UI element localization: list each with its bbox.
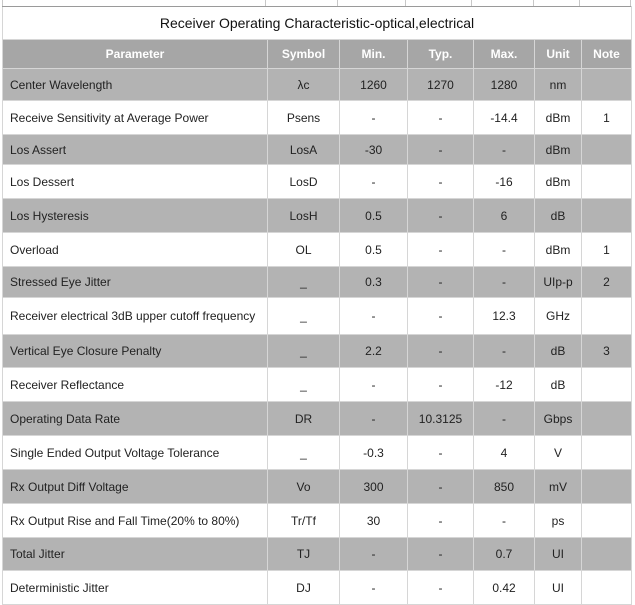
typ-cell: -	[408, 298, 474, 335]
header-max: Max.	[474, 40, 535, 69]
unit-cell: UIp-p	[535, 267, 582, 298]
typ-cell: -	[408, 368, 474, 402]
max-cell: -	[474, 335, 535, 368]
header-min: Min.	[340, 40, 408, 69]
min-cell: -	[340, 538, 408, 571]
header-symbol: Symbol	[268, 40, 340, 69]
parameter-cell: Overload	[3, 233, 268, 267]
typ-cell: -	[408, 504, 474, 538]
table-row	[3, 571, 632, 605]
max-cell: -	[474, 402, 535, 436]
table-row	[3, 298, 632, 335]
min-cell: 2.2	[340, 335, 408, 368]
typ-cell: -	[408, 135, 474, 165]
min-cell: -	[340, 165, 408, 199]
typ-cell: -	[408, 199, 474, 233]
note-cell	[582, 199, 632, 233]
parameter-cell: Operating Data Rate	[3, 402, 268, 436]
note-cell: 1	[582, 233, 632, 267]
note-cell	[582, 165, 632, 199]
header-unit: Unit	[535, 40, 582, 69]
unit-cell: dBm	[535, 135, 582, 165]
typ-cell: -	[408, 233, 474, 267]
parameter-cell: Receiver electrical 3dB upper cutoff frequency	[3, 298, 268, 335]
unit-cell: mV	[535, 470, 582, 504]
max-cell: -12	[474, 368, 535, 402]
typ-cell: -	[408, 470, 474, 504]
receiver-spec-table	[2, 6, 632, 605]
min-cell: 1260	[340, 69, 408, 101]
max-cell: 850	[474, 470, 535, 504]
typ-cell: -	[408, 571, 474, 605]
typ-cell: -	[408, 538, 474, 571]
typ-cell: 10.3125	[408, 402, 474, 436]
table-row	[3, 436, 632, 470]
unit-cell: UI	[535, 538, 582, 571]
min-cell: 300	[340, 470, 408, 504]
min-cell: 30	[340, 504, 408, 538]
parameter-cell: Deterministic Jitter	[3, 571, 268, 605]
max-cell: -	[474, 233, 535, 267]
unit-cell: dB	[535, 199, 582, 233]
symbol-cell: _	[268, 335, 340, 368]
table-row	[3, 335, 632, 368]
table-row	[3, 368, 632, 402]
table-row	[3, 538, 632, 571]
unit-cell: UI	[535, 571, 582, 605]
min-cell: -30	[340, 135, 408, 165]
parameter-cell: Los Assert	[3, 135, 268, 165]
unit-cell: dB	[535, 368, 582, 402]
note-cell	[582, 69, 632, 101]
typ-cell: -	[408, 101, 474, 135]
header-parameter: Parameter	[3, 40, 268, 69]
symbol-cell: LosD	[268, 165, 340, 199]
note-cell	[582, 436, 632, 470]
parameter-cell: Receiver Reflectance	[3, 368, 268, 402]
unit-cell: dB	[535, 335, 582, 368]
note-cell: 1	[582, 101, 632, 135]
min-cell: -	[340, 298, 408, 335]
note-cell	[582, 470, 632, 504]
unit-cell: dBm	[535, 165, 582, 199]
table-row	[3, 233, 632, 267]
max-cell: 0.7	[474, 538, 535, 571]
max-cell: -	[474, 267, 535, 298]
symbol-cell: _	[268, 436, 340, 470]
symbol-cell: _	[268, 368, 340, 402]
table-title-row	[3, 7, 632, 40]
note-cell	[582, 135, 632, 165]
symbol-cell: Tr/Tf	[268, 504, 340, 538]
min-cell: 0.5	[340, 233, 408, 267]
symbol-cell: LosA	[268, 135, 340, 165]
parameter-cell: Center Wavelength	[3, 69, 268, 101]
note-cell	[582, 571, 632, 605]
max-cell: 12.3	[474, 298, 535, 335]
symbol-cell: OL	[268, 233, 340, 267]
typ-cell: -	[408, 165, 474, 199]
symbol-cell: DJ	[268, 571, 340, 605]
parameter-cell: Receive Sensitivity at Average Power	[3, 101, 268, 135]
header-note: Note	[582, 40, 632, 69]
typ-cell: 1270	[408, 69, 474, 101]
min-cell: -	[340, 571, 408, 605]
typ-cell: -	[408, 436, 474, 470]
table-row	[3, 199, 632, 233]
symbol-cell: TJ	[268, 538, 340, 571]
note-cell	[582, 402, 632, 436]
unit-cell: ps	[535, 504, 582, 538]
table-row	[3, 101, 632, 135]
note-cell	[582, 504, 632, 538]
table-row	[3, 402, 632, 436]
min-cell: -	[340, 368, 408, 402]
symbol-cell: _	[268, 298, 340, 335]
table-row	[3, 504, 632, 538]
symbol-cell: Vo	[268, 470, 340, 504]
min-cell: 0.5	[340, 199, 408, 233]
parameter-cell: Rx Output Diff Voltage	[3, 470, 268, 504]
parameter-cell: Rx Output Rise and Fall Time(20% to 80%)	[3, 504, 268, 538]
parameter-cell: Vertical Eye Closure Penalty	[3, 335, 268, 368]
note-cell	[582, 538, 632, 571]
max-cell: 4	[474, 436, 535, 470]
note-cell	[582, 298, 632, 335]
unit-cell: dBm	[535, 101, 582, 135]
max-cell: -14.4	[474, 101, 535, 135]
table-row	[3, 267, 632, 298]
note-cell: 3	[582, 335, 632, 368]
unit-cell: dBm	[535, 233, 582, 267]
table-title: Receiver Operating Characteristic-optical,electrical	[3, 7, 632, 40]
unit-cell: V	[535, 436, 582, 470]
table-row	[3, 470, 632, 504]
max-cell: -16	[474, 165, 535, 199]
max-cell: -	[474, 135, 535, 165]
max-cell: 0.42	[474, 571, 535, 605]
parameter-cell: Single Ended Output Voltage Tolerance	[3, 436, 268, 470]
symbol-cell: LosH	[268, 199, 340, 233]
table-row	[3, 135, 632, 165]
table-row	[3, 165, 632, 199]
unit-cell: nm	[535, 69, 582, 101]
parameter-cell: Total Jitter	[3, 538, 268, 571]
symbol-cell: DR	[268, 402, 340, 436]
max-cell: -	[474, 504, 535, 538]
parameter-cell: Stressed Eye Jitter	[3, 267, 268, 298]
min-cell: -0.3	[340, 436, 408, 470]
max-cell: 6	[474, 199, 535, 233]
note-cell: 2	[582, 267, 632, 298]
parameter-cell: Los Dessert	[3, 165, 268, 199]
min-cell: 0.3	[340, 267, 408, 298]
header-typ: Typ.	[408, 40, 474, 69]
table-row	[3, 69, 632, 101]
note-cell	[582, 368, 632, 402]
unit-cell: Gbps	[535, 402, 582, 436]
symbol-cell: Psens	[268, 101, 340, 135]
symbol-cell: _	[268, 267, 340, 298]
symbol-cell: λc	[268, 69, 340, 101]
parameter-cell: Los Hysteresis	[3, 199, 268, 233]
max-cell: 1280	[474, 69, 535, 101]
typ-cell: -	[408, 335, 474, 368]
min-cell: -	[340, 101, 408, 135]
min-cell: -	[340, 402, 408, 436]
unit-cell: GHz	[535, 298, 582, 335]
header-row	[3, 40, 632, 69]
typ-cell: -	[408, 267, 474, 298]
